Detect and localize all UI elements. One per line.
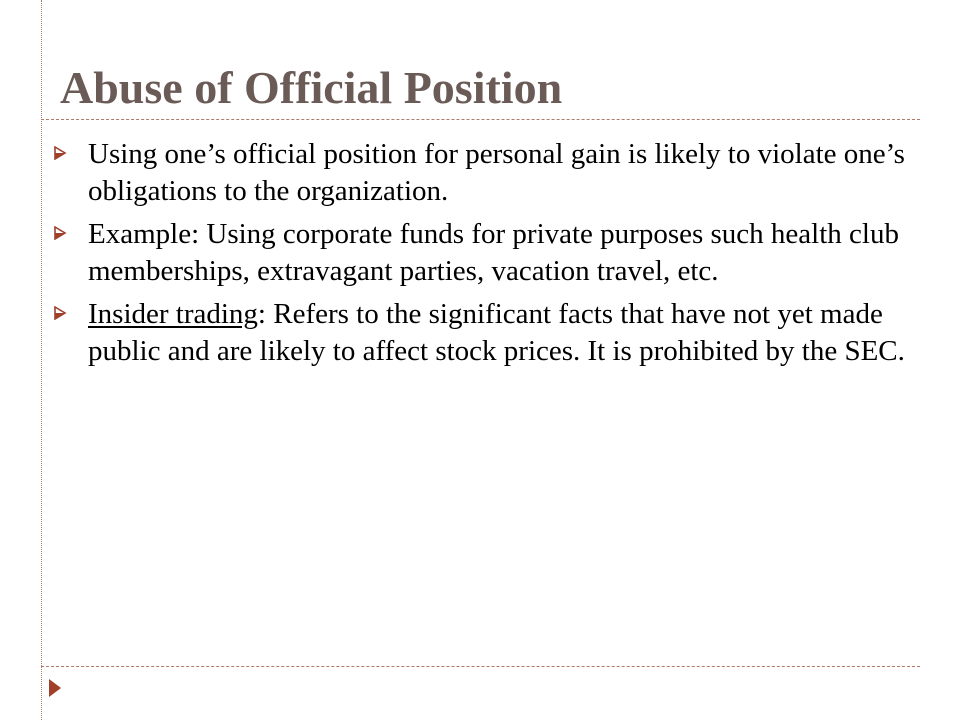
bullet-text: Using one’s official position for personal gain is likely to violate one’s obligations to the organization. bbox=[88, 138, 905, 207]
bullet-item-example bbox=[52, 216, 912, 290]
title-divider bbox=[41, 119, 920, 120]
bullet-text: : Refers to the significant facts that have not yet made public and are likely to affect stock prices. It is prohibited by the SEC. bbox=[88, 298, 905, 367]
footer-triangle-icon bbox=[48, 678, 62, 698]
insider-trading-term: Insider trading bbox=[88, 298, 258, 330]
slide-title: Abuse of Official Position bbox=[60, 62, 563, 113]
bullet-arrow-icon bbox=[53, 306, 67, 320]
bullet-item-personal-gain bbox=[52, 136, 912, 210]
bullet-text: Example: Using corporate funds for private purposes such health club memberships, extravagant parties, vacation travel, etc. bbox=[88, 218, 899, 287]
bullet-arrow-icon bbox=[53, 146, 67, 160]
footer-divider bbox=[41, 666, 920, 667]
bullet-arrow-icon bbox=[53, 226, 67, 240]
bullet-list bbox=[52, 136, 912, 376]
left-vertical-rule bbox=[41, 0, 42, 720]
bullet-item-insider-trading bbox=[52, 296, 912, 370]
